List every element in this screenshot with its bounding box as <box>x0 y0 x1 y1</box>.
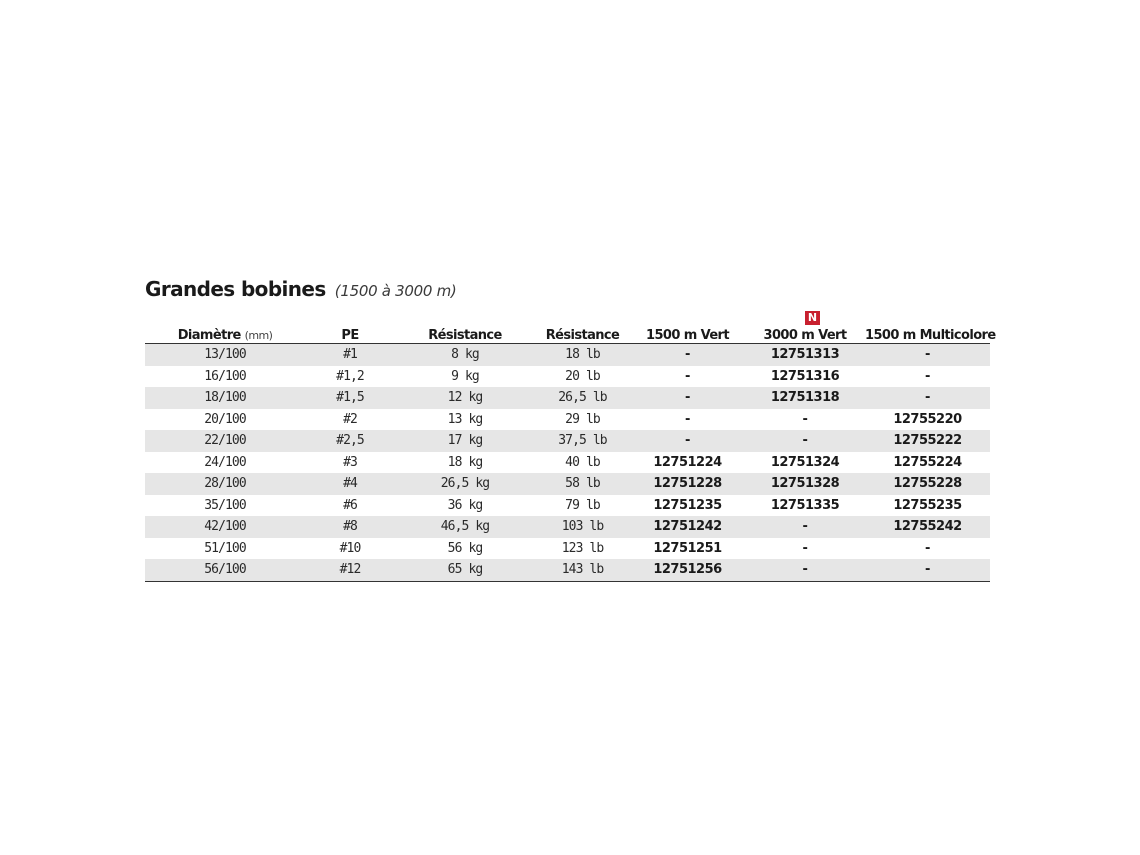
cell-ref-1500-vert: 12751242 <box>630 516 745 538</box>
cell-resistance-kg: 56 kg <box>447 540 483 556</box>
cell-pe: #1 <box>305 344 395 366</box>
cell-diametre: 28/100 <box>145 473 305 495</box>
cell-pe: #2,5 <box>305 430 395 452</box>
new-badge-icon: N <box>805 311 820 325</box>
cell-resistance-lb: 123 lb <box>561 540 604 556</box>
cell-ref-1500-vert: - <box>685 368 690 384</box>
cell-ref-3000-vert: - <box>745 559 865 581</box>
cell-resistance-kg: 36 kg <box>447 497 483 513</box>
cell-ref-1500-vert: - <box>630 344 745 366</box>
cell-ref-1500-vert: 12751235 <box>653 497 722 513</box>
cell-resistance-lb: 40 lb <box>565 454 600 470</box>
cell-ref-3000-vert: 12751324 <box>770 454 840 470</box>
cell-ref-1500-multicolore: 12755224 <box>893 454 962 470</box>
cell-pe: #1,5 <box>305 387 395 409</box>
cell-ref-1500-multicolore: 12755228 <box>865 473 990 495</box>
cell-resistance-lb: 103 lb <box>535 516 630 538</box>
table-row <box>145 473 990 495</box>
section-subtitle: (1500 à 3000 m) <box>334 282 457 300</box>
cell-diametre: 51/100 <box>204 540 246 556</box>
table-row <box>145 495 990 517</box>
header-1500-vert: 1500 m Vert <box>630 323 745 344</box>
table-row <box>145 409 990 431</box>
cell-resistance-kg: 8 kg <box>395 344 535 366</box>
header-diametre-label: Diamètre <box>177 328 241 343</box>
cell-ref-1500-vert: 12751251 <box>653 540 722 556</box>
header-1500-multicolore: 1500 m Multicolore <box>865 323 990 344</box>
cell-pe: #10 <box>339 540 361 556</box>
cell-ref-3000-vert: 12751316 <box>770 368 840 384</box>
table-row <box>145 538 990 560</box>
header-3000-vert: 3000 m Vert <box>745 323 865 344</box>
cell-pe: #8 <box>305 516 395 538</box>
cell-diametre: 13/100 <box>145 344 305 366</box>
section-title: Grandes bobines <box>145 277 326 301</box>
cell-resistance-lb: 18 lb <box>535 344 630 366</box>
cell-ref-1500-vert: - <box>630 430 745 452</box>
cell-resistance-kg: 9 kg <box>451 368 479 384</box>
cell-ref-1500-multicolore: - <box>865 387 990 409</box>
table-row <box>145 387 990 409</box>
cell-ref-1500-vert: - <box>685 411 690 427</box>
cell-diametre: 22/100 <box>145 430 305 452</box>
cell-ref-3000-vert: 12751318 <box>745 387 865 409</box>
cell-resistance-lb: 20 lb <box>565 368 600 384</box>
cell-ref-3000-vert: - <box>745 516 865 538</box>
cell-pe: #2 <box>343 411 357 427</box>
cell-diametre: 35/100 <box>204 497 246 513</box>
cell-resistance-lb: 79 lb <box>565 497 600 513</box>
cell-ref-1500-multicolore: - <box>865 344 990 366</box>
cell-resistance-lb: 58 lb <box>535 473 630 495</box>
cell-resistance-lb: 37,5 lb <box>535 430 630 452</box>
cell-ref-3000-vert: - <box>745 430 865 452</box>
cell-pe: #4 <box>305 473 395 495</box>
cell-ref-1500-vert: - <box>630 387 745 409</box>
cell-diametre: 56/100 <box>145 559 305 581</box>
cell-ref-3000-vert: 12751335 <box>770 497 840 513</box>
section-heading <box>145 277 456 301</box>
header-diametre-unit: (mm) <box>244 329 273 342</box>
cell-ref-1500-vert: 12751224 <box>653 454 722 470</box>
header-pe: PE <box>305 323 395 344</box>
cell-resistance-kg: 12 kg <box>395 387 535 409</box>
cell-diametre: 18/100 <box>145 387 305 409</box>
header-diametre <box>145 323 305 344</box>
spec-table <box>145 323 996 582</box>
table-header-row <box>145 323 990 344</box>
cell-diametre: 20/100 <box>204 411 246 427</box>
cell-resistance-kg: 65 kg <box>395 559 535 581</box>
cell-ref-1500-multicolore: 12755222 <box>865 430 990 452</box>
cell-ref-1500-vert: 12751228 <box>630 473 745 495</box>
cell-resistance-kg: 18 kg <box>447 454 483 470</box>
cell-ref-1500-multicolore: - <box>865 559 990 581</box>
cell-resistance-lb: 29 lb <box>565 411 600 427</box>
table-row <box>145 430 990 452</box>
cell-ref-1500-multicolore: 12755235 <box>893 497 962 513</box>
cell-resistance-kg: 13 kg <box>447 411 483 427</box>
cell-resistance-lb: 143 lb <box>535 559 630 581</box>
cell-diametre: 42/100 <box>145 516 305 538</box>
cell-diametre: 16/100 <box>204 368 246 384</box>
table-row <box>145 559 990 581</box>
cell-ref-3000-vert: 12751328 <box>745 473 865 495</box>
cell-resistance-kg: 46,5 kg <box>395 516 535 538</box>
cell-ref-1500-multicolore: 12755220 <box>893 411 962 427</box>
cell-pe: #1,2 <box>336 368 364 384</box>
cell-ref-1500-vert: 12751256 <box>630 559 745 581</box>
cell-resistance-kg: 26,5 kg <box>395 473 535 495</box>
cell-resistance-kg: 17 kg <box>395 430 535 452</box>
table-row <box>145 366 990 388</box>
cell-resistance-lb: 26,5 lb <box>535 387 630 409</box>
cell-ref-1500-multicolore: - <box>925 540 930 556</box>
cell-diametre: 24/100 <box>204 454 246 470</box>
table-row <box>145 452 990 474</box>
cell-ref-3000-vert: - <box>802 540 808 556</box>
cell-ref-3000-vert: - <box>802 411 808 427</box>
cell-ref-1500-multicolore: 12755242 <box>865 516 990 538</box>
header-resistance-kg: Résistance <box>395 323 535 344</box>
cell-pe: #12 <box>305 559 395 581</box>
header-resistance-lb: Résistance <box>535 323 630 344</box>
cell-pe: #3 <box>343 454 357 470</box>
table-row <box>145 516 990 538</box>
cell-pe: #6 <box>343 497 357 513</box>
cell-ref-1500-multicolore: - <box>925 368 930 384</box>
cell-ref-3000-vert: 12751313 <box>745 344 865 366</box>
table-row <box>145 344 990 366</box>
